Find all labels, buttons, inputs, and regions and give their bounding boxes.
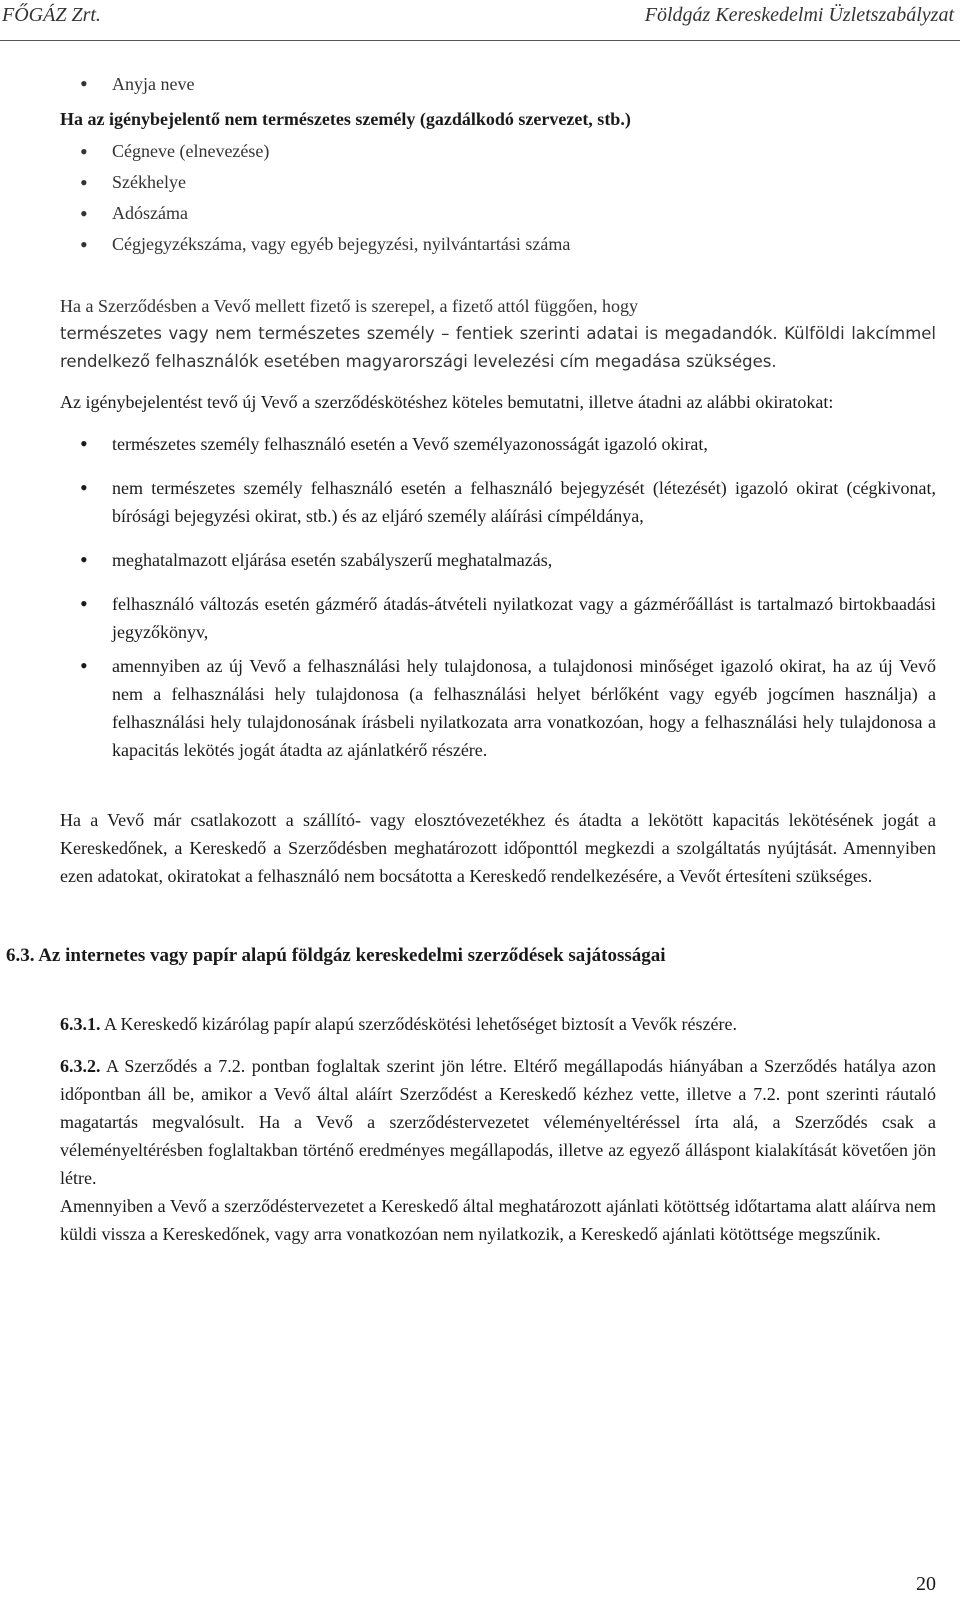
connected-paragraph: Ha a Vevő már csatlakozott a szállító- vagy elosztóvezetékhez és átadta a lekötött kapacitás lekötésének jogát a Kereskedőnek, a Kereskedő a Szerződésben meghatározott időponttól megkezdi a szolgáltatás nyújtását. Amennyiben ezen adatokat, okiratokat a felhasználó nem bocsátotta a Kereskedő rendelkezésére, a Vevőt értesíteni szükséges. [60,810,936,886]
subsection-6-3-2 [60,1052,936,1192]
payer-paragraph-rest: természetes vagy nem természetes személy – fentiek szerinti adatai is megadandók. Külföldi lakcímmel rendelkező felhasználók esetében magyarországi levelezési cím megadása szükséges. [60,324,936,371]
subsection-number: 6.3.2. [60,1056,101,1076]
org-heading: Ha az igénybejelentő nem természetes személy (gazdálkodó szervezet, stb.) [60,109,631,129]
list-item: • nem természetes személy felhasználó esetén a felhasználó bejegyzését (létezését) igazoló okirat (cégkivonat, bírósági bejegyzési okirat, stb.) és az eljáró személy aláírási címpéldánya, [60,474,936,530]
subsection-6-3-2-continued: Amennyiben a Vevő a szerződéstervezetet a Kereskedő által meghatározott ajánlati kötöttség időtartama alatt aláírva nem küldi vissza a Kereskedőnek, vagy arra vonatkozóan nem nyilatkozik, a Kereskedő ajánlati kötöttsége megszűnik. [60,1196,936,1244]
list-item: • amennyiben az új Vevő a felhasználási hely tulajdonosa, a tulajdonosi minőséget igazoló okirat, ha az új Vevő nem a felhasználási hely tulajdonosa (a felhasználási helyet bérlőként vagy egyéb jogcímen használja) a felhasználási hely tulajdonosának írásbeli nyilatkozata arra vonatkozóan, hogy a felhasználási hely tulajdonosa a kapacitás lekötés jogát átadta az ajánlatkérő részére. [60,652,936,764]
subsection-text: A Kereskedő kizárólag papír alapú szerződéskötési lehetőséget biztosít a Vevők részére. [104,1014,737,1034]
section-heading [6,942,936,970]
list-item: • Cégjegyzékszáma, vagy egyéb bejegyzési, nyilvántartási száma [60,229,936,260]
list-item: • Cégneve (elnevezése) [60,136,936,167]
payer-paragraph-line1: Ha a Szerződésben a Vevő mellett fizető is szerepel, a fizető attól függően, hogy [60,296,638,316]
list-item: • felhasználó változás esetén gázmérő átadás-átvételi nyilatkozat vagy a gázmérőállást is tartalmazó birtokbaadási jegyzőkönyv, [60,590,936,646]
subsection-6-3-1 [60,1010,936,1038]
list-item: • meghatalmazott eljárása esetén szabályszerű meghatalmazás, [60,546,936,574]
list-item: • természetes személy felhasználó esetén a Vevő személyazonosságát igazoló okirat, [60,430,936,458]
page-header [0,0,960,41]
page-number: 20 [916,1573,936,1595]
documents-list [60,430,936,764]
list-item: • Adószáma [60,198,936,229]
list-item: • Anyja neve [60,70,936,98]
document-title: Földgáz Kereskedelmi Üzletszabályzat [644,4,954,26]
company-name: FŐGÁZ Zrt. [2,4,101,26]
section-number: 6.3. [6,945,35,966]
subsection-text: A Szerződés a 7.2. pontban foglaltak szerint jön létre. Eltérő megállapodás hiányában a Szerződés hatálya azon időpontban áll be, amikor a Vevő által aláírt Szerződést a Kereskedő kézhez vette, illetve a 7.2. pont szerinti ráutaló magatartás megvalósult. Ha a Vevő a szerződéstervezetet véleményeltéréssel írta alá, a Szerződés csak a véleményeltérésben foglaltakban történő eredményes megállapodás, illetve az egyező álláspont kialakítását követően jön létre. [60,1056,936,1188]
subsection-number: 6.3.1. [60,1014,101,1034]
page-body [6,60,936,1248]
org-list [60,136,936,260]
list-item: • Székhelye [60,167,936,198]
payer-paragraph [60,292,936,376]
section-title: Az internetes vagy papír alapú földgáz kereskedelmi szerződések sajátosságai [38,945,666,966]
documents-intro: Az igénybejelentést tevő új Vevő a szerződéskötéshez köteles bemutatni, illetve átadni az alábbi okiratokat: [60,392,834,412]
